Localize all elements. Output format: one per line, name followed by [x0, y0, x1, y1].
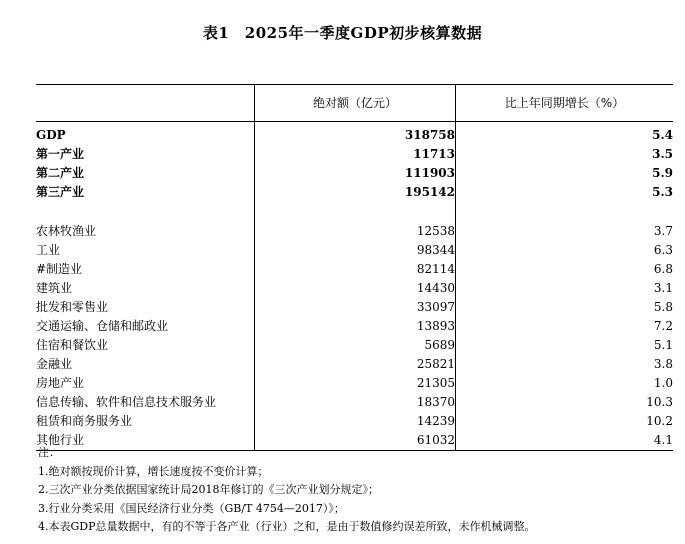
row-growth: 1.0 [456, 374, 674, 393]
row-name: 建筑业 [36, 281, 73, 295]
row-growth: 3.5 [456, 145, 674, 164]
table-row [36, 317, 673, 336]
header-row [36, 85, 673, 122]
header-category [36, 85, 255, 122]
row-value: 61032 [255, 431, 456, 451]
table-row [36, 279, 673, 298]
row-growth: 5.9 [456, 164, 674, 183]
table-row [36, 355, 673, 374]
row-value: 12538 [255, 222, 456, 241]
table-row [36, 336, 673, 355]
row-name: 金融业 [36, 357, 73, 371]
table-row [36, 412, 673, 431]
row-growth: 5.8 [456, 298, 674, 317]
row-growth: 10.3 [456, 393, 674, 412]
row-name: #制造业 [36, 262, 83, 276]
row-value: 195142 [255, 183, 456, 202]
row-value: 25821 [255, 355, 456, 374]
table-row [36, 222, 673, 241]
table-row [36, 298, 673, 317]
row-value: 111903 [255, 164, 456, 183]
row-value: 14430 [255, 279, 456, 298]
table-row [36, 241, 673, 260]
row-name: 住宿和餐饮业 [36, 338, 109, 352]
row-growth: 6.8 [456, 260, 674, 279]
row-name: 批发和零售业 [36, 300, 109, 314]
row-name: 信息传输、软件和信息技术服务业 [36, 395, 217, 409]
row-value: 82114 [255, 260, 456, 279]
row-name: 第三产业 [36, 185, 85, 199]
table-row [36, 260, 673, 279]
row-value: 318758 [255, 122, 456, 146]
table-title: 表1 2025年一季度GDP初步核算数据 [202, 24, 483, 42]
table-row [36, 145, 673, 164]
row-growth: 3.1 [456, 279, 674, 298]
row-value: 14239 [255, 412, 456, 431]
notes-label: 注： [38, 446, 60, 459]
row-value: 5689 [255, 336, 456, 355]
row-name: 工业 [36, 243, 61, 257]
row-name: 农林牧渔业 [36, 224, 97, 238]
row-value: 21305 [255, 374, 456, 393]
table-row [36, 164, 673, 183]
row-value: 33097 [255, 298, 456, 317]
note-item: 2.三次产业分类依据国家统计局2018年修订的《三次产业划分规定》； [38, 483, 379, 496]
row-name: 租赁和商务服务业 [36, 414, 133, 428]
table-row [36, 374, 673, 393]
gdp-table [36, 84, 673, 451]
row-growth: 3.8 [456, 355, 674, 374]
row-growth: 4.1 [456, 431, 674, 451]
table-row [36, 183, 673, 202]
spacer-row [36, 202, 673, 222]
header-absolute-value: 绝对额（亿元） [255, 85, 456, 122]
row-value: 98344 [255, 241, 456, 260]
row-name: 第一产业 [36, 147, 85, 161]
row-growth: 5.4 [456, 122, 674, 146]
row-name: 其他行业 [36, 431, 255, 451]
note-item: 3.行业分类采用《国民经济行业分类（GB/T 4754—2017）》； [38, 501, 345, 515]
row-growth: 5.1 [456, 336, 674, 355]
row-growth: 6.3 [456, 241, 674, 260]
row-growth: 10.2 [456, 412, 674, 431]
note-item: 1.绝对额按现价计算，增长速度按不变价计算； [38, 464, 269, 478]
table-row [36, 393, 673, 412]
row-name: GDP [36, 128, 66, 142]
header-growth-rate: 比上年同期增长（%） [456, 85, 674, 122]
row-name: 第二产业 [36, 166, 85, 180]
row-growth: 5.3 [456, 183, 674, 202]
row-name: 交通运输、仓储和邮政业 [36, 319, 169, 333]
row-name: 房地产业 [36, 376, 85, 390]
row-value: 11713 [255, 145, 456, 164]
footnotes [38, 444, 536, 537]
table-row [36, 122, 673, 146]
row-growth: 3.7 [456, 222, 674, 241]
note-item: 4.本表GDP总量数据中，有的不等于各产业（行业）之和，是由于数值修约误差所致，未作机械调整。 [38, 520, 536, 533]
row-growth: 7.2 [456, 317, 674, 336]
row-value: 18370 [255, 393, 456, 412]
row-value: 13893 [255, 317, 456, 336]
